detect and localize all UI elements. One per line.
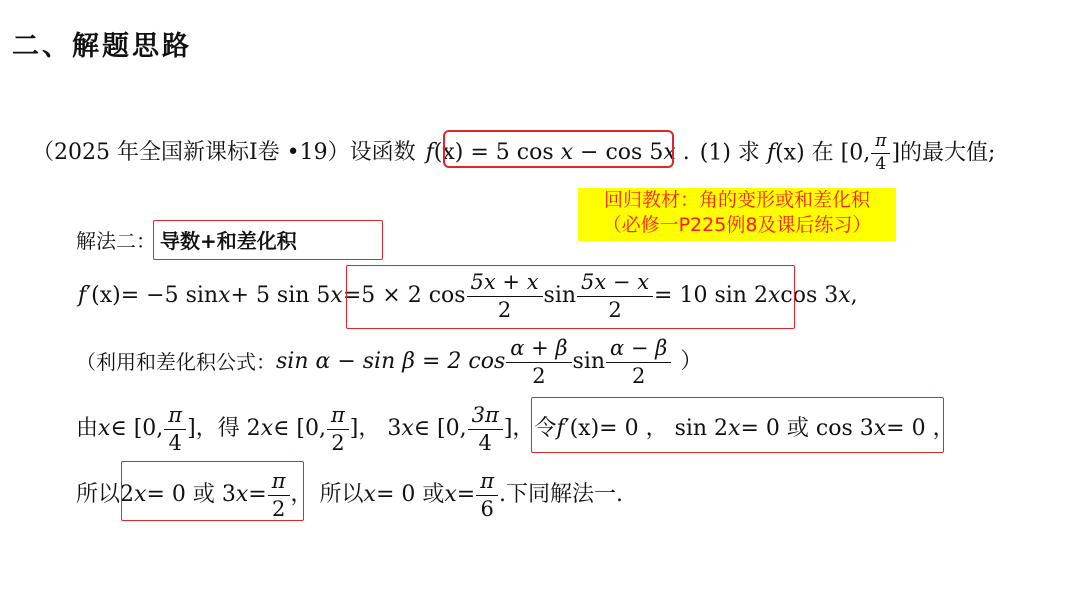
solution-label-row (76, 228, 297, 254)
problem-prefix: （2025 年全国新课标Ⅰ卷 •19）设函数 (32, 140, 416, 165)
problem-statement (32, 130, 996, 174)
formula-note: （利用和差化积公式： sin α − sin β = 2 cos $\frac{\alpha + \beta}{2}$ sin $\frac{\alpha - \beta}{2}$ ） (76, 336, 703, 388)
part-one-question: (1) 求 f(x) 在 [0, $\frac{\pi}{4}$ ]的最大值; (699, 130, 996, 174)
conclusion-line: 所以 2 x = 0 或 3 x = $\frac{\pi}{2}$ ， 所以 x = 0 或 x = $\frac{\pi}{6}$ .下同解法一. (76, 469, 624, 521)
textbook-note-line1: 回归教材：角的变形或和差化积 (603, 189, 870, 211)
textbook-note-line2: （必修一P225例8及课后练习） (602, 214, 872, 236)
section-heading: 二、解题思路 (12, 31, 192, 62)
function-definition: f(x) = 5 cos x − cos 5x . (425, 140, 690, 165)
solution-label: 解法二： (76, 229, 156, 253)
derivative-equation: f ′ (x) = −5 sin x + 5 sin 5 x = 5 × 2 cos $\frac{5x + x}{2}$ sin $\frac{5x - x}{2}$ = 10 sin 2 x cos 3 x , (78, 270, 858, 322)
textbook-note (578, 188, 896, 241)
solution-method: 导数+和差化积 (160, 229, 297, 253)
range-and-solve-line: 由 x ∈ [0, $\frac{\pi}{4}$ ]，得 2 x ∈ [0, $\frac{\pi}{2}$ ]， 3 x ∈ [0, $\frac{3\pi}{4}$ ]， 令 f ′ (x) = 0 ， sin 2 x = 0 或 cos 3 x = 0 ， (76, 403, 955, 455)
